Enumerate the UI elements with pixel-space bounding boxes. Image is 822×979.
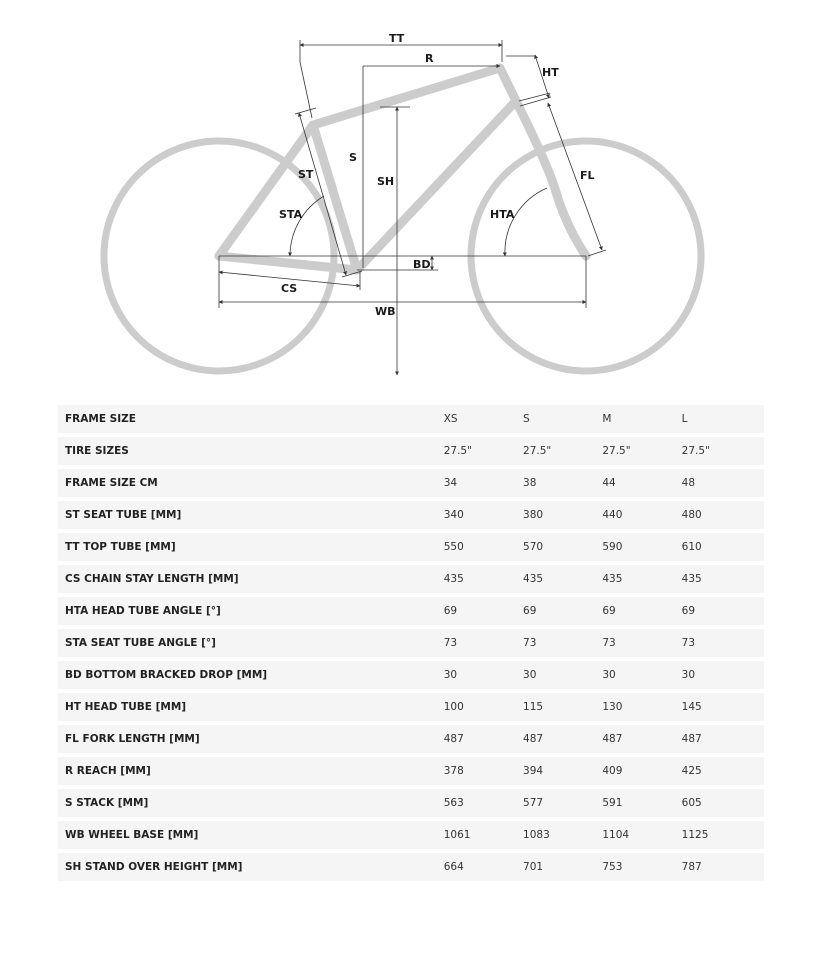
row-value: L [682, 405, 764, 433]
row-value: 487 [444, 725, 523, 753]
table-row [58, 661, 764, 689]
row-label: FRAME SIZE CM [58, 469, 444, 497]
row-value: 425 [682, 757, 764, 785]
row-value: 409 [602, 757, 681, 785]
row-label: HT HEAD TUBE [MM] [58, 693, 444, 721]
row-label: CS CHAIN STAY LENGTH [MM] [58, 565, 444, 593]
row-value: 487 [682, 725, 764, 753]
geometry-table [58, 401, 764, 885]
table-row [58, 629, 764, 657]
label-sh: SH [377, 175, 395, 188]
row-value: 115 [523, 693, 602, 721]
table-row [58, 597, 764, 625]
row-label: ST SEAT TUBE [MM] [58, 501, 444, 529]
row-value: 570 [523, 533, 602, 561]
row-label: FL FORK LENGTH [MM] [58, 725, 444, 753]
table-row [58, 853, 764, 881]
label-hta: HTA [490, 208, 515, 221]
row-value: S [523, 405, 602, 433]
row-value: 38 [523, 469, 602, 497]
row-label: SH STAND OVER HEIGHT [MM] [58, 853, 444, 881]
row-value: 787 [682, 853, 764, 881]
row-value: 563 [444, 789, 523, 817]
table-row [58, 725, 764, 753]
row-value: 701 [523, 853, 602, 881]
label-st: ST [298, 168, 314, 181]
row-value: 130 [602, 693, 681, 721]
row-label: R REACH [MM] [58, 757, 444, 785]
row-value: 69 [444, 597, 523, 625]
row-value: 435 [682, 565, 764, 593]
label-bd: BD [413, 258, 431, 271]
row-value: 34 [444, 469, 523, 497]
table-row [58, 501, 764, 529]
row-value: 610 [682, 533, 764, 561]
row-value: 27.5" [602, 437, 681, 465]
label-tt: TT [389, 32, 405, 45]
row-value: 27.5" [523, 437, 602, 465]
row-value: 591 [602, 789, 681, 817]
row-value: 394 [523, 757, 602, 785]
row-value: 73 [682, 629, 764, 657]
row-value: 48 [682, 469, 764, 497]
row-value: 1083 [523, 821, 602, 849]
row-value: 30 [602, 661, 681, 689]
label-wb: WB [375, 305, 396, 318]
label-sta: STA [279, 208, 303, 221]
table-row [58, 789, 764, 817]
row-value: 73 [444, 629, 523, 657]
row-label: STA SEAT TUBE ANGLE [°] [58, 629, 444, 657]
row-value: 100 [444, 693, 523, 721]
row-label: WB WHEEL BASE [MM] [58, 821, 444, 849]
geometry-table-body [58, 405, 764, 881]
row-value: 30 [444, 661, 523, 689]
row-value: 435 [444, 565, 523, 593]
table-row [58, 469, 764, 497]
label-cs: CS [281, 282, 298, 295]
row-value: 30 [523, 661, 602, 689]
bike-geometry-diagram [0, 0, 822, 395]
label-ht: HT [542, 66, 559, 79]
row-value: 30 [682, 661, 764, 689]
row-value: 27.5" [444, 437, 523, 465]
row-value: 435 [602, 565, 681, 593]
row-value: 487 [523, 725, 602, 753]
row-value: 145 [682, 693, 764, 721]
row-value: 487 [602, 725, 681, 753]
row-value: 440 [602, 501, 681, 529]
row-label: TIRE SIZES [58, 437, 444, 465]
label-r: R [425, 52, 434, 65]
row-value: 1104 [602, 821, 681, 849]
row-value: 69 [523, 597, 602, 625]
row-value: 550 [444, 533, 523, 561]
row-value: 27.5" [682, 437, 764, 465]
row-value: 1125 [682, 821, 764, 849]
row-value: 605 [682, 789, 764, 817]
row-value: 577 [523, 789, 602, 817]
row-value: 480 [682, 501, 764, 529]
row-value: 69 [602, 597, 681, 625]
row-value: XS [444, 405, 523, 433]
row-label: HTA HEAD TUBE ANGLE [°] [58, 597, 444, 625]
table-row [58, 693, 764, 721]
table-row [58, 757, 764, 785]
row-label: BD BOTTOM BRACKED DROP [MM] [58, 661, 444, 689]
table-row [58, 405, 764, 433]
row-label: FRAME SIZE [58, 405, 444, 433]
row-value: 73 [523, 629, 602, 657]
row-label: TT TOP TUBE [MM] [58, 533, 444, 561]
row-value: 69 [682, 597, 764, 625]
table-row [58, 437, 764, 465]
row-value: 664 [444, 853, 523, 881]
table-row [58, 533, 764, 561]
label-fl: FL [580, 169, 595, 182]
row-value: 73 [602, 629, 681, 657]
label-s: S [349, 151, 357, 164]
row-label: S STACK [MM] [58, 789, 444, 817]
row-value: 380 [523, 501, 602, 529]
table-row [58, 565, 764, 593]
row-value: 1061 [444, 821, 523, 849]
row-value: 378 [444, 757, 523, 785]
table-row [58, 821, 764, 849]
row-value: 44 [602, 469, 681, 497]
row-value: 340 [444, 501, 523, 529]
row-value: M [602, 405, 681, 433]
row-value: 435 [523, 565, 602, 593]
row-value: 590 [602, 533, 681, 561]
row-value: 753 [602, 853, 681, 881]
